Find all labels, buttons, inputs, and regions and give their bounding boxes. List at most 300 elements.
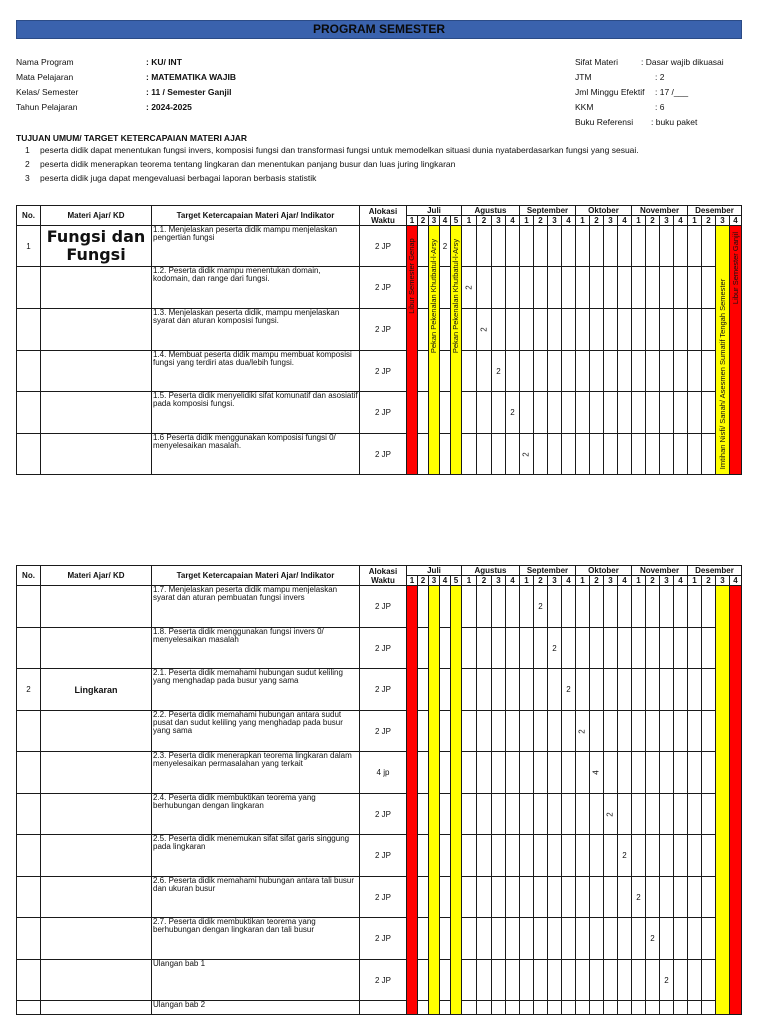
header-week: 4 bbox=[506, 576, 520, 586]
row-number bbox=[17, 586, 41, 628]
jp-mark: 2 bbox=[479, 327, 489, 332]
week-cell bbox=[462, 1001, 477, 1015]
table-row bbox=[17, 309, 742, 351]
week-cell bbox=[562, 877, 576, 918]
indikator-cell: Ulangan bab 2 bbox=[152, 1001, 360, 1015]
week-cell bbox=[632, 226, 646, 267]
week-cell bbox=[534, 309, 548, 351]
week-cell bbox=[618, 835, 632, 877]
page-title: PROGRAM SEMESTER bbox=[16, 20, 742, 39]
week-cell bbox=[604, 628, 618, 669]
week-cell bbox=[477, 711, 492, 752]
header-week: 3 bbox=[429, 216, 440, 226]
week-cell bbox=[632, 835, 646, 877]
row-number: 2 bbox=[17, 669, 41, 711]
week-cell bbox=[688, 267, 702, 309]
week-cell bbox=[632, 711, 646, 752]
week-cell bbox=[506, 960, 520, 1001]
header-target: Target Ketercapaian Materi Ajar/ Indikator bbox=[152, 206, 360, 226]
week-cell bbox=[632, 628, 646, 669]
week-cell bbox=[520, 267, 534, 309]
jp-mark: 4 bbox=[591, 770, 601, 775]
week-cell bbox=[418, 1001, 429, 1015]
materi-cell bbox=[41, 392, 152, 434]
week-cell bbox=[462, 669, 477, 711]
week-cell bbox=[674, 628, 688, 669]
header-week: 4 bbox=[562, 216, 576, 226]
tujuan-heading: TUJUAN UMUM/ TARGET KETERCAPAIAN MATERI AJAR bbox=[16, 133, 248, 143]
week-cell bbox=[632, 351, 646, 392]
week-cell bbox=[477, 794, 492, 835]
week-cell bbox=[660, 586, 674, 628]
header-week: 4 bbox=[618, 576, 632, 586]
header-week: 1 bbox=[632, 576, 646, 586]
week-cell bbox=[604, 918, 618, 960]
week-cell bbox=[562, 752, 576, 794]
week-cell bbox=[520, 392, 534, 434]
alokasi-cell: 2 JP bbox=[360, 960, 407, 1001]
week-cell bbox=[477, 434, 492, 475]
week-cell bbox=[462, 835, 477, 877]
week-cell bbox=[462, 267, 477, 309]
week-cell bbox=[702, 835, 716, 877]
row-number bbox=[17, 960, 41, 1001]
week-cell bbox=[534, 752, 548, 794]
header-month: Desember bbox=[688, 206, 742, 216]
week-cell bbox=[418, 711, 429, 752]
header-week: 1 bbox=[576, 216, 590, 226]
header-week: 3 bbox=[492, 576, 506, 586]
info-label: Mata Pelajaran bbox=[16, 72, 74, 82]
week-cell bbox=[418, 669, 429, 711]
indikator-cell: 2.1. Peserta didik memahami hubungan sudut keliling yang menghadap pada busur yang sama bbox=[152, 669, 360, 711]
jp-mark: 2 bbox=[510, 408, 515, 417]
week-cell bbox=[618, 309, 632, 351]
week-cell bbox=[440, 794, 451, 835]
week-cell bbox=[646, 752, 660, 794]
week-cell bbox=[618, 226, 632, 267]
week-cell bbox=[646, 711, 660, 752]
week-cell bbox=[506, 392, 520, 434]
week-cell bbox=[604, 586, 618, 628]
week-cell bbox=[660, 628, 674, 669]
indikator-cell: 2.6. Peserta didik memahami hubungan antara tali busur dan ukuran busur bbox=[152, 877, 360, 918]
week-cell bbox=[506, 752, 520, 794]
indikator-cell: Ulangan bab 1 bbox=[152, 960, 360, 1001]
week-cell bbox=[477, 1001, 492, 1015]
alokasi-cell: 2 JP bbox=[360, 794, 407, 835]
materi-cell bbox=[41, 877, 152, 918]
week-cell bbox=[548, 628, 562, 669]
header-month: November bbox=[632, 206, 688, 216]
week-cell bbox=[520, 1001, 534, 1015]
header-week: 3 bbox=[429, 576, 440, 586]
week-cell bbox=[548, 711, 562, 752]
week-cell bbox=[590, 752, 604, 794]
row-number bbox=[17, 877, 41, 918]
week-cell bbox=[632, 392, 646, 434]
week-cell bbox=[590, 835, 604, 877]
week-cell bbox=[462, 877, 477, 918]
week-cell bbox=[506, 628, 520, 669]
week-cell bbox=[688, 752, 702, 794]
indikator-cell: 1.5. Peserta didik menyelidiki sifat komunatif dan asosiatif pada komposisi fungsi. bbox=[152, 392, 360, 434]
header-week: 4 bbox=[730, 216, 742, 226]
week-cell bbox=[477, 309, 492, 351]
week-cell bbox=[562, 628, 576, 669]
schedule-table bbox=[16, 205, 742, 475]
week-cell bbox=[548, 351, 562, 392]
week-cell bbox=[576, 434, 590, 475]
row-number bbox=[17, 628, 41, 669]
alokasi-cell: 2 JP bbox=[360, 392, 407, 434]
week-cell bbox=[534, 835, 548, 877]
alokasi-cell: 2 JP bbox=[360, 586, 407, 628]
tujuan-text: peserta didik juga dapat mengevaluasi berbagai laporan berbasis statistik bbox=[40, 173, 317, 183]
week-cell bbox=[576, 877, 590, 918]
week-cell bbox=[660, 267, 674, 309]
week-cell bbox=[548, 877, 562, 918]
week-cell bbox=[418, 392, 429, 434]
week-cell bbox=[632, 309, 646, 351]
week-cell bbox=[506, 918, 520, 960]
header-week: 1 bbox=[407, 576, 418, 586]
week-cell bbox=[618, 351, 632, 392]
tujuan-number: 3 bbox=[25, 173, 30, 183]
alokasi-cell: 2 JP bbox=[360, 669, 407, 711]
info-label: Kelas/ Semester bbox=[16, 87, 79, 97]
week-cell bbox=[674, 267, 688, 309]
table-row bbox=[17, 351, 742, 392]
materi-cell bbox=[41, 1001, 152, 1015]
header-alokasi: Alokasi Waktu bbox=[360, 566, 407, 586]
materi-cell bbox=[41, 960, 152, 1001]
week-cell bbox=[477, 267, 492, 309]
materi-cell bbox=[41, 309, 152, 351]
week-cell bbox=[440, 226, 451, 267]
week-cell bbox=[702, 794, 716, 835]
week-cell bbox=[418, 752, 429, 794]
info-value: : 11 / Semester Ganjil bbox=[146, 87, 232, 97]
week-cell bbox=[440, 1001, 451, 1015]
week-cell bbox=[534, 918, 548, 960]
week-cell bbox=[534, 794, 548, 835]
week-cell bbox=[646, 392, 660, 434]
week-cell bbox=[492, 1001, 506, 1015]
week-cell bbox=[674, 794, 688, 835]
table-row bbox=[17, 434, 742, 475]
week-cell bbox=[646, 918, 660, 960]
week-cell bbox=[632, 669, 646, 711]
materi-cell bbox=[41, 711, 152, 752]
week-cell bbox=[590, 918, 604, 960]
week-cell bbox=[660, 434, 674, 475]
row-number bbox=[17, 835, 41, 877]
week-cell bbox=[548, 226, 562, 267]
week-cell bbox=[632, 267, 646, 309]
week-cell bbox=[688, 711, 702, 752]
week-cell bbox=[440, 586, 451, 628]
week-cell bbox=[418, 628, 429, 669]
week-cell bbox=[562, 960, 576, 1001]
header-week: 3 bbox=[548, 216, 562, 226]
week-cell bbox=[702, 392, 716, 434]
week-cell bbox=[520, 794, 534, 835]
week-cell bbox=[492, 628, 506, 669]
week-cell bbox=[688, 392, 702, 434]
week-cell bbox=[548, 752, 562, 794]
week-cell bbox=[618, 877, 632, 918]
week-cell bbox=[462, 628, 477, 669]
header-week: 4 bbox=[730, 576, 742, 586]
week-cell bbox=[492, 226, 506, 267]
week-cell bbox=[660, 1001, 674, 1015]
week-cell bbox=[506, 309, 520, 351]
week-cell bbox=[604, 392, 618, 434]
header-week: 1 bbox=[462, 576, 477, 586]
week-cell bbox=[618, 586, 632, 628]
header-week: 3 bbox=[716, 216, 730, 226]
week-cell bbox=[646, 669, 660, 711]
table-row bbox=[17, 960, 742, 1001]
tujuan-number: 1 bbox=[25, 145, 30, 155]
week-cell bbox=[548, 960, 562, 1001]
week-cell bbox=[440, 877, 451, 918]
week-cell bbox=[632, 794, 646, 835]
week-cell bbox=[477, 351, 492, 392]
info-value: : KU/ INT bbox=[146, 57, 182, 67]
header-alokasi: Alokasi Waktu bbox=[360, 206, 407, 226]
week-cell bbox=[506, 351, 520, 392]
header-materi: Materi Ajar/ KD bbox=[41, 206, 152, 226]
week-cell bbox=[702, 628, 716, 669]
week-cell bbox=[440, 835, 451, 877]
header-week: 4 bbox=[440, 576, 451, 586]
week-cell bbox=[520, 669, 534, 711]
info-value: : 2024-2025 bbox=[146, 102, 192, 112]
week-cell bbox=[646, 434, 660, 475]
week-cell bbox=[534, 226, 548, 267]
indikator-cell: 1.8. Peserta didik menggunakan fungsi invers 0/ menyelesaikan masalah bbox=[152, 628, 360, 669]
info-value: : buku paket bbox=[651, 117, 698, 127]
week-cell bbox=[688, 877, 702, 918]
week-cell bbox=[548, 669, 562, 711]
week-cell bbox=[660, 877, 674, 918]
week-cell bbox=[604, 267, 618, 309]
week-cell bbox=[492, 267, 506, 309]
week-cell bbox=[506, 434, 520, 475]
row-number bbox=[17, 794, 41, 835]
materi-cell: Lingkaran bbox=[41, 669, 152, 711]
week-cell bbox=[604, 794, 618, 835]
week-cell bbox=[506, 794, 520, 835]
week-cell bbox=[590, 586, 604, 628]
week-cell bbox=[576, 835, 590, 877]
week-cell bbox=[462, 752, 477, 794]
week-cell bbox=[548, 918, 562, 960]
week-cell bbox=[520, 226, 534, 267]
week-cell bbox=[618, 267, 632, 309]
week-cell bbox=[440, 711, 451, 752]
week-cell bbox=[418, 877, 429, 918]
header-week: 3 bbox=[604, 216, 618, 226]
week-cell bbox=[618, 752, 632, 794]
week-cell bbox=[590, 1001, 604, 1015]
week-cell bbox=[618, 669, 632, 711]
week-cell bbox=[688, 835, 702, 877]
week-cell bbox=[702, 960, 716, 1001]
tujuan-text: peserta didik menerapkan teorema tentang lingkaran dan menentukan panjang busur dan luas juring lingkaran bbox=[40, 159, 456, 169]
week-cell bbox=[590, 309, 604, 351]
week-cell bbox=[534, 586, 548, 628]
week-cell bbox=[702, 309, 716, 351]
header-week: 1 bbox=[576, 576, 590, 586]
week-cell bbox=[418, 226, 429, 267]
week-cell bbox=[506, 711, 520, 752]
week-cell bbox=[590, 960, 604, 1001]
header-no: No. bbox=[17, 206, 41, 226]
week-cell bbox=[462, 434, 477, 475]
materi-cell bbox=[41, 434, 152, 475]
week-cell bbox=[534, 877, 548, 918]
week-cell bbox=[492, 351, 506, 392]
info-label: Buku Referensi bbox=[575, 117, 634, 127]
imtihan-label: Imtihan Nisfi/ Sanah/ Asesmen Sumatif Tengah Semester bbox=[717, 278, 727, 470]
week-cell bbox=[618, 711, 632, 752]
materi-cell: Fungsi dan Fungsi bbox=[41, 226, 152, 267]
week-cell bbox=[534, 434, 548, 475]
alokasi-cell: 2 JP bbox=[360, 918, 407, 960]
week-cell bbox=[590, 226, 604, 267]
jp-mark: 2 bbox=[442, 241, 448, 251]
indikator-cell: 2.5. Peserta didik menemukan sifat sifat garis singgung pada lingkaran bbox=[152, 835, 360, 877]
week-cell bbox=[590, 794, 604, 835]
table-row bbox=[17, 835, 742, 877]
week-cell bbox=[462, 351, 477, 392]
week-cell bbox=[548, 586, 562, 628]
info-label: Nama Program bbox=[16, 57, 74, 67]
row-number: 1 bbox=[17, 226, 41, 267]
header-week: 3 bbox=[548, 576, 562, 586]
week-cell bbox=[562, 835, 576, 877]
week-cell bbox=[534, 628, 548, 669]
alokasi-cell: 2 JP bbox=[360, 711, 407, 752]
table-row bbox=[17, 1001, 742, 1015]
materi-cell bbox=[41, 267, 152, 309]
week-cell bbox=[674, 586, 688, 628]
week-cell bbox=[520, 351, 534, 392]
header-week: 1 bbox=[520, 216, 534, 226]
week-cell bbox=[660, 351, 674, 392]
week-cell bbox=[660, 669, 674, 711]
week-cell bbox=[462, 711, 477, 752]
week-cell bbox=[506, 267, 520, 309]
week-cell bbox=[604, 752, 618, 794]
week-cell bbox=[562, 586, 576, 628]
week-cell bbox=[492, 752, 506, 794]
week-cell bbox=[618, 1001, 632, 1015]
week-cell bbox=[477, 752, 492, 794]
materi-cell bbox=[41, 918, 152, 960]
week-cell bbox=[492, 960, 506, 1001]
week-cell bbox=[674, 918, 688, 960]
week-cell bbox=[702, 1001, 716, 1015]
header-target: Target Ketercapaian Materi Ajar/ Indikator bbox=[152, 566, 360, 586]
row-number bbox=[17, 267, 41, 309]
week-cell bbox=[548, 835, 562, 877]
week-cell bbox=[548, 434, 562, 475]
header-month: Juli bbox=[407, 206, 462, 216]
week-cell bbox=[702, 351, 716, 392]
event-column bbox=[451, 226, 462, 475]
indikator-cell: 1.2. Peserta didik mampu menentukan domain, kodomain, dan range dari fungsi. bbox=[152, 267, 360, 309]
week-cell bbox=[576, 794, 590, 835]
header-week: 2 bbox=[646, 576, 660, 586]
week-cell bbox=[688, 351, 702, 392]
table-row bbox=[17, 752, 742, 794]
materi-cell bbox=[41, 835, 152, 877]
header-week: 4 bbox=[674, 576, 688, 586]
materi-cell bbox=[41, 794, 152, 835]
week-cell bbox=[520, 628, 534, 669]
materi-cell bbox=[41, 586, 152, 628]
alokasi-cell: 2 JP bbox=[360, 877, 407, 918]
holiday-column bbox=[407, 226, 418, 475]
week-cell bbox=[660, 711, 674, 752]
week-cell bbox=[646, 351, 660, 392]
event-column bbox=[716, 226, 730, 475]
week-cell bbox=[440, 752, 451, 794]
table-row bbox=[17, 711, 742, 752]
week-cell bbox=[562, 392, 576, 434]
header-week: 1 bbox=[407, 216, 418, 226]
header-month: Agustus bbox=[462, 566, 520, 576]
week-cell bbox=[477, 877, 492, 918]
week-cell bbox=[492, 711, 506, 752]
week-cell bbox=[646, 628, 660, 669]
week-cell bbox=[604, 309, 618, 351]
week-cell bbox=[660, 794, 674, 835]
week-cell bbox=[604, 434, 618, 475]
schedule-table bbox=[16, 565, 742, 1015]
week-cell bbox=[646, 960, 660, 1001]
header-month: September bbox=[520, 206, 576, 216]
week-cell bbox=[590, 711, 604, 752]
header-week: 4 bbox=[506, 216, 520, 226]
week-cell bbox=[660, 392, 674, 434]
header-week: 2 bbox=[646, 216, 660, 226]
header-week: 3 bbox=[660, 576, 674, 586]
row-number bbox=[17, 351, 41, 392]
week-cell bbox=[462, 309, 477, 351]
week-cell bbox=[562, 351, 576, 392]
week-cell bbox=[492, 877, 506, 918]
header-month: Agustus bbox=[462, 206, 520, 216]
week-cell bbox=[562, 267, 576, 309]
week-cell bbox=[702, 918, 716, 960]
week-cell bbox=[418, 794, 429, 835]
week-cell bbox=[576, 669, 590, 711]
week-cell bbox=[688, 434, 702, 475]
week-cell bbox=[520, 586, 534, 628]
week-cell bbox=[562, 226, 576, 267]
info-value: : Dasar wajib dikuasai bbox=[641, 57, 724, 67]
week-cell bbox=[440, 267, 451, 309]
jp-mark: 2 bbox=[664, 975, 669, 985]
header-week: 1 bbox=[632, 216, 646, 226]
header-materi: Materi Ajar/ KD bbox=[41, 566, 152, 586]
week-cell bbox=[674, 669, 688, 711]
